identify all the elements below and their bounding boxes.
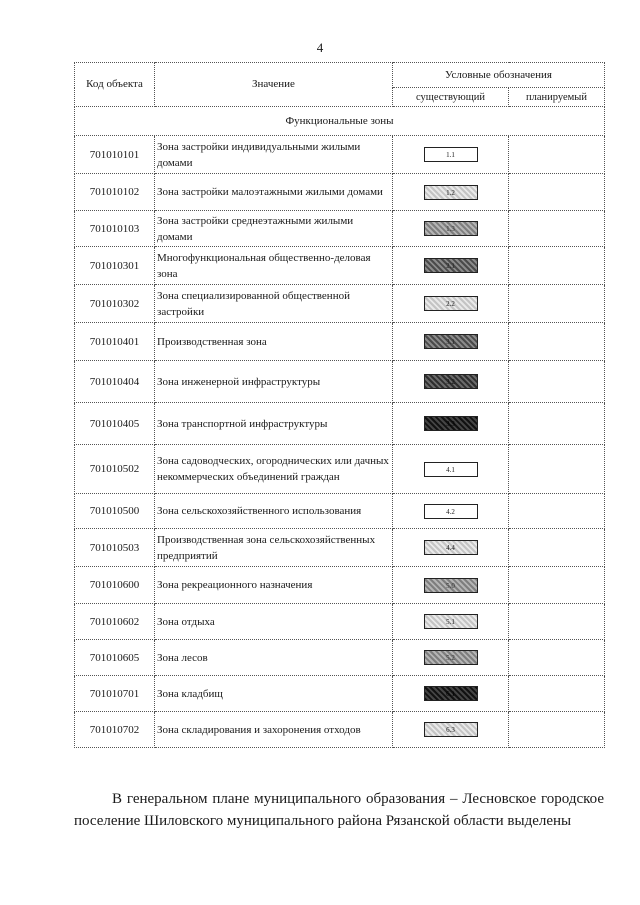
legend-swatch: 5.1	[424, 614, 478, 629]
legend-header: Условные обозначения	[393, 63, 605, 88]
object-code: 701010302	[75, 285, 155, 323]
zone-name: Зона сельскохозяйственного использования	[155, 494, 393, 529]
zone-name: Зона лесов	[155, 640, 393, 676]
existing-symbol-cell	[393, 247, 509, 285]
legend-swatch: 1.3	[424, 221, 478, 236]
zone-name: Зона складирования и захоронения отходов	[155, 712, 393, 748]
legend-swatch: 4.4	[424, 540, 478, 555]
table-row	[75, 361, 605, 403]
planned-symbol-cell	[509, 403, 605, 445]
planned-symbol-cell	[509, 676, 605, 712]
legend-table	[74, 62, 605, 748]
existing-symbol-cell	[393, 567, 509, 604]
existing-symbol-cell	[393, 174, 509, 211]
object-code: 701010602	[75, 604, 155, 640]
legend-swatch: 4.2	[424, 504, 478, 519]
planned-symbol-cell	[509, 494, 605, 529]
legend-swatch: 2.1	[424, 258, 478, 273]
table-row	[75, 285, 605, 323]
planned-symbol-cell	[509, 604, 605, 640]
planned-symbol-cell	[509, 136, 605, 174]
planned-symbol-cell	[509, 445, 605, 494]
table-row	[75, 323, 605, 361]
table-row	[75, 136, 605, 174]
table-row	[75, 445, 605, 494]
zone-name: Зона транспортной инфраструктуры	[155, 403, 393, 445]
zone-name: Зона отдыха	[155, 604, 393, 640]
existing-symbol-cell	[393, 712, 509, 748]
zone-name: Производственная зона сельскохозяйственных предприятий	[155, 529, 393, 567]
object-code: 701010401	[75, 323, 155, 361]
section-title: Функциональные зоны	[75, 107, 605, 136]
zone-name: Зона застройки среднеэтажными жилыми домами	[155, 211, 393, 247]
existing-header: существующий	[393, 88, 509, 107]
object-code: 701010500	[75, 494, 155, 529]
table-row	[75, 494, 605, 529]
planned-symbol-cell	[509, 640, 605, 676]
existing-symbol-cell	[393, 211, 509, 247]
planned-symbol-cell	[509, 529, 605, 567]
table-row	[75, 640, 605, 676]
existing-symbol-cell	[393, 136, 509, 174]
table-row	[75, 567, 605, 604]
existing-symbol-cell	[393, 361, 509, 403]
object-code: 701010405	[75, 403, 155, 445]
table-row	[75, 529, 605, 567]
planned-symbol-cell	[509, 361, 605, 403]
object-code: 701010502	[75, 445, 155, 494]
body-paragraph: В генеральном плане муниципального образования – Лесновское городское поселение Шиловского муниципального района Рязанской области выделены	[74, 791, 604, 829]
page-number: 4	[316, 40, 324, 55]
table-row	[75, 676, 605, 712]
planned-symbol-cell	[509, 211, 605, 247]
object-code: 701010503	[75, 529, 155, 567]
legend-swatch: 1.2	[424, 185, 478, 200]
existing-symbol-cell	[393, 323, 509, 361]
zone-name: Зона застройки малоэтажными жилыми домами	[155, 174, 393, 211]
legend-swatch: 2.2	[424, 296, 478, 311]
object-code: 701010102	[75, 174, 155, 211]
planned-symbol-cell	[509, 712, 605, 748]
legend-swatch: 1.1	[424, 147, 478, 162]
existing-symbol-cell	[393, 285, 509, 323]
object-code: 701010600	[75, 567, 155, 604]
object-code: 701010404	[75, 361, 155, 403]
zone-name: Многофункциональная общественно-деловая зона	[155, 247, 393, 285]
zone-name: Зона садоводческих, огороднических или дачных некоммерческих объединений граждан	[155, 445, 393, 494]
existing-symbol-cell	[393, 403, 509, 445]
zone-name: Зона кладбищ	[155, 676, 393, 712]
table-row	[75, 712, 605, 748]
zone-name: Зона застройки индивидуальными жилыми домами	[155, 136, 393, 174]
planned-symbol-cell	[509, 567, 605, 604]
zone-name: Производственная зона	[155, 323, 393, 361]
existing-symbol-cell	[393, 604, 509, 640]
value-header: Значение	[155, 63, 393, 107]
existing-symbol-cell	[393, 445, 509, 494]
object-code: 701010101	[75, 136, 155, 174]
zone-name: Зона специализированной общественной застройки	[155, 285, 393, 323]
legend-swatch: 3.1	[424, 334, 478, 349]
legend-swatch: 4.1	[424, 462, 478, 477]
object-code: 701010702	[75, 712, 155, 748]
object-code: 701010605	[75, 640, 155, 676]
zone-name: Зона рекреационного назначения	[155, 567, 393, 604]
existing-symbol-cell	[393, 529, 509, 567]
legend-swatch: 6.3	[424, 722, 478, 737]
legend-swatch: 3.3	[424, 416, 478, 431]
table-row	[75, 211, 605, 247]
code-header: Код объекта	[75, 63, 155, 107]
planned-symbol-cell	[509, 247, 605, 285]
legend-swatch: 6.1	[424, 686, 478, 701]
planned-symbol-cell	[509, 285, 605, 323]
zone-name: Зона инженерной инфраструктуры	[155, 361, 393, 403]
table-row	[75, 604, 605, 640]
legend-swatch: 5.0	[424, 578, 478, 593]
legend-swatch: 5.2	[424, 650, 478, 665]
existing-symbol-cell	[393, 676, 509, 712]
planned-symbol-cell	[509, 323, 605, 361]
table-row	[75, 174, 605, 211]
object-code: 701010103	[75, 211, 155, 247]
existing-symbol-cell	[393, 640, 509, 676]
object-code: 701010301	[75, 247, 155, 285]
object-code: 701010701	[75, 676, 155, 712]
table-row	[75, 403, 605, 445]
table-row	[75, 247, 605, 285]
legend-swatch: 3.2	[424, 374, 478, 389]
planned-header: планируемый	[509, 88, 605, 107]
planned-symbol-cell	[509, 174, 605, 211]
existing-symbol-cell	[393, 494, 509, 529]
